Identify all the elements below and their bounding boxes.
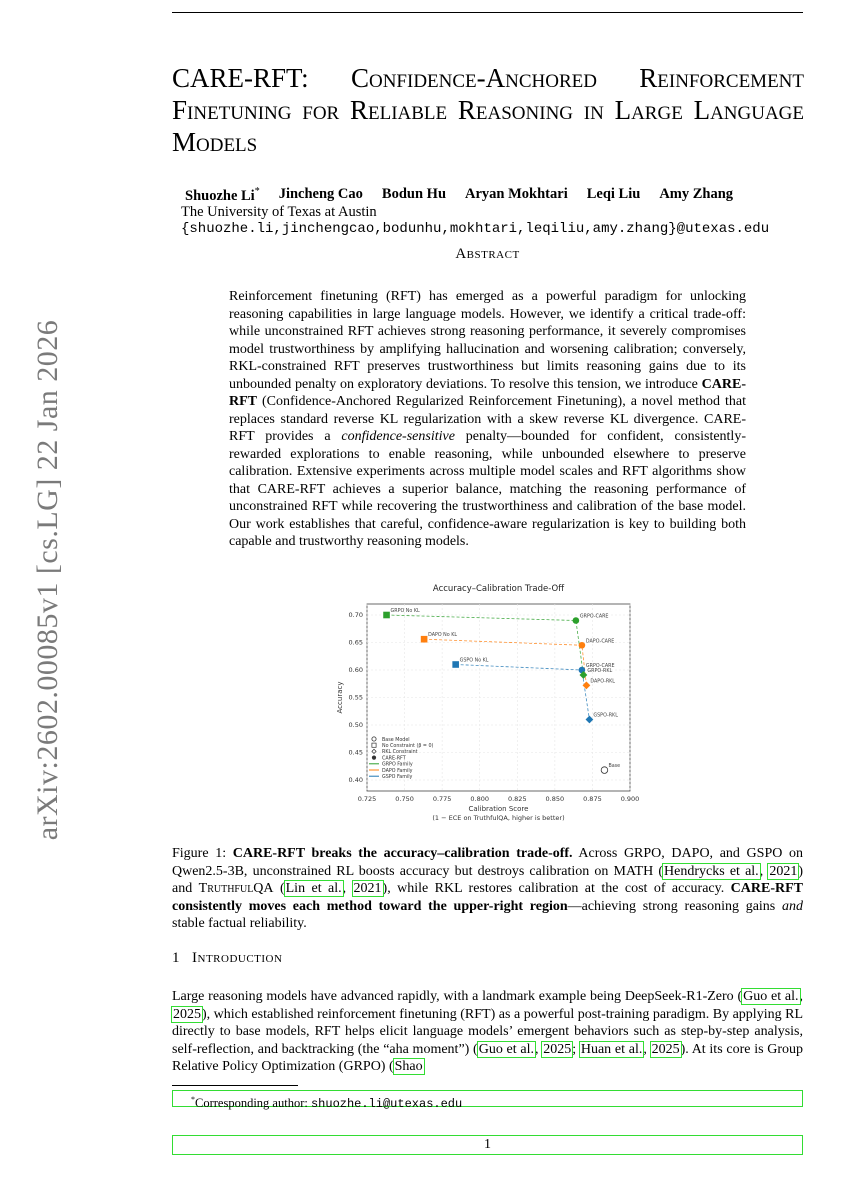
author-list [185,186,805,205]
author-emails: {shuozhe.li,jinchengcao,bodunhu,mokhtari,leqiliu,amy.zhang}@utexas.edu [181,221,770,237]
legend-label: Base Model [382,737,410,743]
y-tick-label: 0.50 [348,721,363,729]
y-axis-label: Accuracy [336,681,344,714]
page-number[interactable]: 1 [172,1135,803,1155]
author: Amy Zhang [659,186,734,202]
data-point-label: Base [608,764,621,770]
data-point-label: GRPO No KL [390,609,420,614]
x-tick-label: 0.900 [620,795,640,803]
author: Shuozhe Li* [185,186,260,204]
section-heading-introduction: 1 Introduction [172,950,283,966]
footnote-rule [172,1085,298,1086]
data-point-label: DAPO No KL [428,633,458,639]
data-point-label: DAPO-CARE [585,639,615,645]
data-point [601,767,608,774]
x-tick-label: 0.775 [432,795,452,803]
legend-label: RKL Constraint [382,750,418,756]
abstract-text: Reinforcement finetuning (RFT) has emerged as a powerful paradigm for unlocking reasoning capabilities in large language models. However, we identify a critical trade-off: while unconstrained RFT achieves strong reasoning performance, it severely compromises model trustworthiness by amplifying hallucination and worsening calibration; conversely, RKL-constrained RFT preserves trustworthiness but limits reasoning gains due to its unbounded penalty on exploratory deviations. To resolve this tension, we introduce CARE-RFT (Confidence-Anchored Regularized Reinforcement Finetuning), a novel method that replaces standard reverse KL regularization with a skew reverse KL divergence. CARE-RFT provides a confidence-sensitive penalty—bounded for confident, consistently-rewarded explorations to enable reasoning, while unbounded elsewhere to preserve calibration. Extensive experiments across multiple model scales and RFT algorithms show that CARE-RFT achieves a superior balance, matching the reasoning performance of unconstrained RFT while recovering the trustworthiness and calibration of the base model. Our work establishes that careful, confidence-aware regularization is key to building both capable and trustworthy reasoning models. [229,289,746,549]
accuracy-calibration-chart [332,578,642,828]
citation-link[interactable]: 2021 [769,863,798,879]
citation-link[interactable]: Hendrycks et al. [664,863,759,879]
data-point-label: GRPO-RKL [587,668,613,674]
footnote[interactable]: *Corresponding author: shuozhe.li@utexas.edu [172,1090,803,1107]
x-tick-label: 0.850 [545,795,565,803]
y-tick-label: 0.70 [348,611,363,619]
data-point [579,642,586,649]
x-tick-label: 0.725 [357,795,377,803]
arxiv-identifier: arXiv:2602.00085v1 [cs.LG] 22 Jan 2026 [31,319,64,841]
introduction-text: Large reasoning models have advanced rapidly, with a landmark example being DeepSeek-R1-Zero (Guo et al., 2025), which established reinforcement finetuning (RFT) as a powerful post-training paradigm. By applying RL directly to base models, RFT helps elicit language models’ emergent behaviors such as step-by-step analysis, self-reflection, and backtracking (the “aha moment”) (Guo et al., 2025; Huan et al., 2025). At its core is Group Relative Policy Optimization (GRPO) (Shao [172,989,804,1074]
paper-title: CARE-RFT: Confidence-Anchored Reinforcement Finetuning for Reliable Reasoning in Large Language Models [172,63,804,157]
author: Leqi Liu [586,186,641,202]
legend-marker [372,756,376,760]
figure-caption: Figure 1: CARE-RFT breaks the accuracy–calibration trade-off. Across GRPO, DAPO, and GSPO on Qwen2.5-3B, unconstrained RL boosts accuracy but destroys calibration on MATH (Hendrycks et al., 2021) and TruthfulQA (Lin et al., 2021), while RKL restores calibration at the cost of accuracy. CARE-RFT consistently moves each method toward the upper-right region—achieving strong reasoning gains and stable factual reliability. [172,846,804,931]
affiliation: The University of Texas at Austin [181,204,377,220]
x-tick-label: 0.750 [395,795,414,803]
x-tick-label: 0.825 [507,795,527,803]
data-point-label: DAPO-RKL [590,679,615,685]
data-point-label: GRPO-CARE [585,664,615,669]
citation-link[interactable]: Guo et al. [743,989,799,1004]
y-tick-label: 0.60 [348,666,363,674]
legend-label: DAPO Family [382,768,413,774]
citation-link[interactable]: 2021 [353,881,382,896]
x-axis-sublabel: (1 − ECE on TruthfulQA, higher is better) [432,814,565,822]
citation-link[interactable]: Huan et al. [580,1041,643,1057]
citation-link[interactable]: Guo et al. [478,1041,534,1057]
data-point [421,636,428,643]
y-tick-label: 0.65 [348,638,363,647]
citation-link[interactable]: 2025 [651,1041,680,1057]
author: Aryan Mokhtari [465,186,568,202]
y-tick-label: 0.55 [348,693,363,702]
x-tick-label: 0.800 [470,795,490,803]
data-point-label: GRPO-CARE [579,614,609,620]
data-point [573,617,580,624]
top-rule [172,12,803,13]
data-point-label: GSPO-RKL [593,713,618,719]
legend-label: GSPO Family [382,775,413,780]
legend-marker [372,743,376,747]
x-axis-label: Calibration Score [468,805,529,813]
y-tick-label: 0.40 [348,776,363,784]
data-point-label: GSPO No KL [459,658,489,664]
data-point [383,612,390,619]
data-point [452,661,459,668]
footnote-email[interactable]: shuozhe.li@utexas.edu [310,1097,463,1112]
figure-1 [332,578,642,828]
legend-marker [372,737,376,741]
chart-title: Accuracy–Calibration Trade-Off [432,584,565,594]
citation-link[interactable]: Shao [394,1059,423,1074]
citation-link[interactable]: 2025 [543,1041,572,1057]
citation-link[interactable]: 2025 [173,1006,201,1022]
y-tick-label: 0.45 [348,748,363,757]
legend-label: CARE-RFT [382,756,406,762]
author: Jincheng Cao [278,186,363,202]
x-tick-label: 0.875 [583,795,602,803]
legend-label: No Constraint (β = 0) [382,744,434,749]
citation-link[interactable]: Lin et al. [285,881,342,896]
abstract-heading: Abstract [455,246,520,262]
author: Bodun Hu [381,186,447,202]
legend-label: GRPO Family [382,762,413,768]
